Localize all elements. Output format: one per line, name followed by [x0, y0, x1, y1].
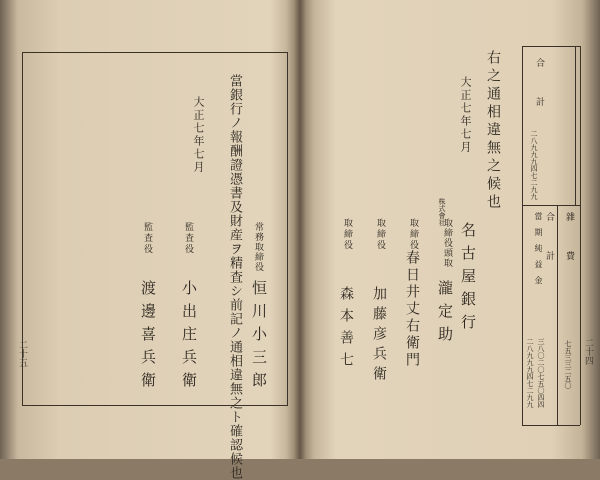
table-rule: [522, 46, 523, 425]
company-type: 株式會社: [438, 198, 446, 226]
ledger-total-value-top: 二八九九九四七二九九: [530, 130, 538, 200]
gutter-shadow-right: [300, 0, 314, 459]
signer-role: 監査役: [183, 222, 193, 255]
table-rule: [522, 205, 580, 206]
ledger-total-label-top: 合計: [534, 58, 544, 136]
signer-role: 取締役頭取: [442, 218, 452, 268]
page-number-left: 二十五: [17, 340, 27, 367]
signer-name: 瀧定助: [436, 280, 454, 349]
signer-name: 渡邊喜兵衛: [139, 280, 157, 395]
left-date: 大正七年七月: [192, 96, 205, 174]
signer-role: 取締役: [375, 218, 385, 251]
confirmation-text: 當銀行ノ報酬證憑書及財産ヲ精査シ前記ノ通相違無之ト確認候也: [227, 74, 242, 480]
table-rule: [522, 46, 580, 47]
signer-name: 加藤彦兵衛: [371, 286, 387, 386]
signer-name: 森本善七: [338, 286, 354, 374]
signer-name: 恒川小三郎: [250, 280, 268, 395]
ledger-total-value-bottom: 二八九九九四七二九九: [526, 338, 534, 408]
ledger-misc-value: 七五三三二五〇: [564, 340, 572, 389]
ledger-misc-label: 雜費: [564, 212, 574, 290]
ledger-profit-label: 當期純益金: [534, 212, 543, 292]
statement-text: 右之通相違無之候也: [485, 50, 501, 212]
table-rule: [575, 46, 576, 206]
table-rule: [557, 205, 558, 425]
table-rule: [580, 46, 581, 425]
page-number-right: 二十四: [583, 338, 593, 365]
signer-role: 監査役: [142, 222, 152, 255]
company-name: 名古屋銀行: [459, 222, 477, 337]
ledger-total-label-bottom: 合計: [544, 212, 554, 290]
table-rule: [522, 425, 580, 426]
right-date: 大正七年七月: [459, 76, 472, 154]
signer-role: 取締役: [408, 218, 418, 251]
signer-role: 常務取締役: [253, 222, 263, 272]
signer-name: 春日井丈右衛門: [404, 250, 420, 369]
signer-name: 小出庄兵衛: [180, 280, 198, 395]
gutter-shadow-left: [286, 0, 300, 459]
ledger-profit-value: 三八〇二〇七五〇四四: [537, 338, 545, 408]
signer-role: 取締役: [342, 218, 352, 251]
